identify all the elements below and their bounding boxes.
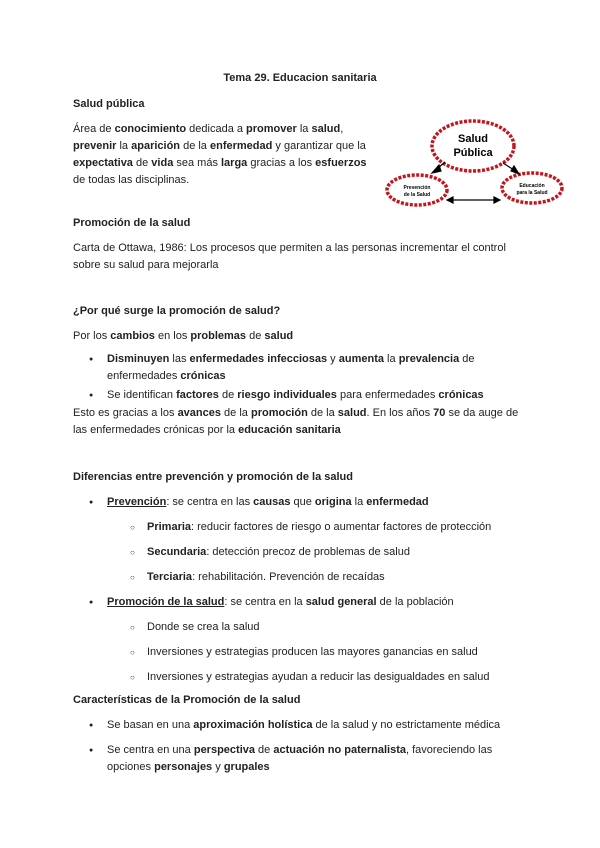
arrow-bottom-left-head: [447, 197, 453, 203]
salud-publica-ring: [432, 121, 514, 171]
heading-diferencias: Diferencias entre prevención y promoción de la salud: [73, 471, 353, 483]
diagram-right-line2: para la Salud: [516, 190, 548, 196]
diagram-left-line2: de la Salud: [403, 192, 431, 198]
list-item: ● Disminuyen las enfermedades infecciosas y aumenta la prevalencia de enfermedades crónicas: [73, 351, 533, 385]
list-item: ● Se basan en una aproximación holística de la salud y no estrictamente médica: [73, 717, 533, 734]
prevencion-sublist: [73, 519, 533, 586]
list-item: ● Prevención: se centra en las causas que origina la enfermedad: [73, 494, 533, 511]
list-item: ● Promoción de la salud: se centra en la salud general de la población: [73, 594, 533, 611]
promocion-item-list: [73, 594, 533, 611]
list-item: ● Se identifican factores de riesgo individuales para enfermedades crónicas: [73, 387, 533, 404]
heading-por-que: ¿Por qué surge la promoción de salud?: [73, 305, 281, 317]
sub-list-item: ○ Primaria: reducir factores de riesgo o aumentar factores de protección: [73, 519, 533, 536]
arrow-top-right-head: [511, 166, 519, 174]
diferencias-list: [73, 494, 533, 511]
diagram-top-line2: Pública: [453, 147, 493, 159]
caracteristicas-list: [73, 717, 533, 776]
document-title: Tema 29. Educacion sanitaria: [223, 72, 377, 84]
sub-list-item: ○ Secundaria: detección precoz de problemas de salud: [73, 544, 533, 561]
heading-salud-publica: Salud pública: [73, 98, 145, 110]
avances-text: Esto es gracias a los avances de la promoción de la salud. En los años 70 se da auge de las enfermedades crónicas por la educación sanitaria: [73, 407, 519, 436]
salud-publica-diagram: [383, 112, 583, 212]
diagram-top-line1: Salud: [458, 133, 488, 145]
diagram-left-line1: Prevención: [403, 185, 431, 191]
sub-list-item: ○ Inversiones y estrategias producen las mayores ganancias en salud: [73, 644, 533, 661]
heading-caracteristicas: Características de la Promoción de la salud: [73, 694, 301, 706]
salud-publica-text: Área de conocimiento dedicada a promover la salud, prevenir la aparición de la enfermedad y garantizar que la expectativa de vida sea más larga gracias a los esfuerzos de todas las disciplinas.: [73, 123, 367, 186]
sub-list-item: ○ Terciaria: rehabilitación. Prevención de recaídas: [73, 569, 533, 586]
heading-promocion: Promoción de la salud: [73, 217, 191, 229]
sub-list-item: ○ Inversiones y estrategias ayudan a reducir las desigualdades en salud: [73, 669, 533, 686]
arrow-top-left-head: [432, 165, 441, 173]
por-que-list: [73, 351, 533, 404]
arrow-bottom-right-head: [494, 197, 500, 203]
sub-list-item: ○ Donde se crea la salud: [73, 619, 533, 636]
promocion-sublist: [73, 619, 533, 686]
diagram-right-line1: Educación: [519, 183, 545, 189]
list-item: ● Se centra en una perspectiva de actuación no paternalista, favoreciendo las opciones personajes y grupales: [73, 742, 533, 776]
promocion-text: Carta de Ottawa, 1986: Los procesos que permiten a las personas incrementar el control sobre su salud para mejorarla: [73, 242, 506, 271]
por-que-intro: Por los cambios en los problemas de salud: [73, 330, 294, 342]
